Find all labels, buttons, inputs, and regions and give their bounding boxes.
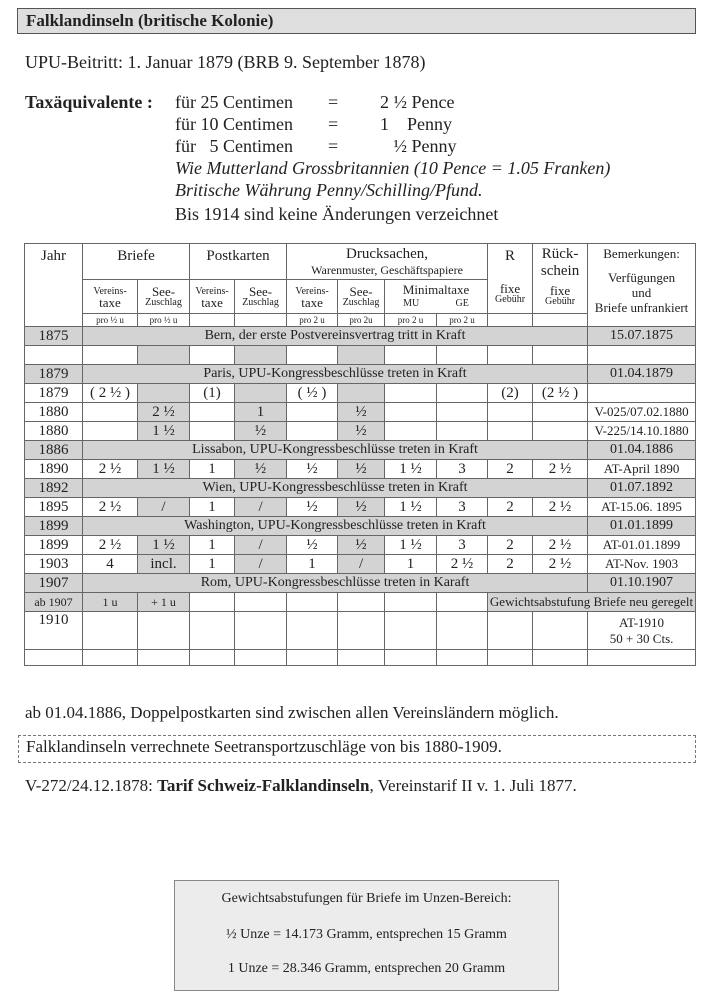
value-cell: 2 ½	[533, 536, 588, 555]
value-cell: /	[138, 498, 190, 517]
year-cell: 1880	[25, 422, 83, 441]
sub-label: Zuschlag	[342, 296, 380, 308]
page-header	[17, 8, 696, 34]
tax-note-1: Wie Mutterland Grossbritannien (10 Pence = 1.05 Franken)	[175, 158, 611, 178]
value-cell: ½	[338, 536, 385, 555]
value-cell: 1	[190, 536, 235, 555]
remark-cell: AT-01.01.1899	[588, 536, 696, 555]
value-cell: 1	[190, 555, 235, 574]
table-cell	[338, 346, 385, 365]
value-cell	[533, 422, 588, 441]
value-cell: 2 ½	[83, 536, 138, 555]
note-tarif	[25, 776, 577, 796]
year-cell: 1879	[25, 365, 83, 384]
value-cell: ½	[235, 460, 287, 479]
table-row	[25, 498, 696, 517]
table-cell	[385, 612, 437, 650]
rueck-fixe: fixe	[549, 283, 571, 298]
note-tarif-rest: , Vereinstarif II v. 1. Juli 1877.	[369, 776, 577, 795]
table-row	[25, 403, 696, 422]
sub-vereinstaxe	[83, 280, 138, 314]
table-cell	[437, 593, 488, 612]
table-row	[25, 574, 696, 593]
tax-row-left: für 5 Centimen	[175, 136, 293, 156]
value-cell: 1 ½	[138, 536, 190, 555]
value-cell: 2	[488, 536, 533, 555]
value-cell: 1	[190, 498, 235, 517]
table-cell	[488, 346, 533, 365]
remark-line: 50 + 30 Cts.	[609, 630, 674, 646]
weight-box	[174, 880, 559, 991]
tax-row-left: für 25 Centimen	[175, 92, 293, 112]
table-cell	[338, 650, 385, 666]
tax-row-right: 2 ½ Pence	[380, 92, 455, 112]
bem-1: Bemerkungen:	[603, 246, 680, 261]
remark-cell: AT-Nov. 1903	[588, 555, 696, 574]
unit-cell	[235, 314, 287, 327]
table-cell	[533, 612, 588, 650]
sub-label: See-	[349, 283, 373, 299]
value-cell: ½	[287, 536, 338, 555]
remark-cell: 01.04.1886	[588, 441, 696, 460]
table-row	[25, 460, 696, 479]
col-drucksachen	[287, 244, 488, 280]
sub-label: Zuschlag	[242, 296, 279, 308]
table-cell	[437, 650, 488, 666]
remark-cell: AT-April 1890	[588, 460, 696, 479]
year-cell	[25, 346, 83, 365]
year-cell: 1892	[25, 479, 83, 498]
sub-label: See-	[151, 283, 176, 299]
table-cell	[488, 612, 533, 650]
value-cell	[287, 403, 338, 422]
table-cell	[138, 650, 190, 666]
value-cell: + 1 u	[138, 593, 190, 612]
value-cell: ½	[338, 498, 385, 517]
table-cell	[83, 346, 138, 365]
sub-label: taxe	[99, 294, 121, 310]
drucksachen-title: Drucksachen,	[346, 246, 429, 262]
value-cell	[437, 384, 488, 403]
unit-cell: pro ½ u	[83, 314, 138, 327]
unit-cell	[488, 314, 533, 327]
value-cell	[488, 422, 533, 441]
tax-row-eq: =	[328, 92, 339, 112]
table-body	[25, 327, 696, 666]
remark-cell: 01.07.1892	[588, 479, 696, 498]
value-cell: (2 ½ )	[533, 384, 588, 403]
tariff-table	[24, 243, 696, 666]
value-cell	[287, 422, 338, 441]
tax-note-3: Bis 1914 sind keine Änderungen verzeichnet	[175, 204, 499, 224]
note-tarif-title: Tarif Schweiz-Falklandinseln	[157, 776, 370, 795]
bem-2: Verfügungen	[607, 270, 676, 285]
weight-box-title: Gewichtsabstufungen für Briefe im Unzen-Bereich:	[221, 891, 512, 906]
value-cell: ½	[338, 460, 385, 479]
value-cell: 2 ½	[138, 403, 190, 422]
year-cell	[25, 650, 83, 666]
value-cell: (2)	[488, 384, 533, 403]
col-r	[488, 244, 533, 314]
remark-cell: 15.07.1875	[588, 327, 696, 346]
sub-label: Vereins-	[195, 285, 229, 297]
value-cell	[235, 384, 287, 403]
table-cell	[287, 593, 338, 612]
value-cell: 2 ½	[533, 460, 588, 479]
sub-label: taxe	[201, 294, 223, 310]
remark-line: AT-1910	[619, 614, 665, 630]
table-header-row	[25, 244, 696, 280]
congress-cell: Paris, UPU-Kongressbeschlüsse treten in Kraft	[83, 365, 588, 384]
value-cell: /	[235, 555, 287, 574]
table-row	[25, 327, 696, 346]
value-cell	[437, 403, 488, 422]
sub-seezuschlag	[235, 280, 287, 314]
value-cell: 1	[235, 403, 287, 422]
table-cell	[385, 650, 437, 666]
value-cell: 2	[488, 555, 533, 574]
value-cell: ( 2 ½ )	[83, 384, 138, 403]
table-cell	[338, 593, 385, 612]
value-cell: 1 u	[83, 593, 138, 612]
value-cell: 1 ½	[385, 498, 437, 517]
sub-minimaltaxe	[385, 280, 488, 314]
col-rueckschein	[533, 244, 588, 314]
value-cell: /	[338, 555, 385, 574]
table-row	[25, 593, 696, 612]
remark-cell	[588, 650, 696, 666]
table-cell	[533, 650, 588, 666]
year-cell: 1910	[25, 612, 83, 650]
note-doppelpostkarten: ab 01.04.1886, Doppelpostkarten sind zwischen allen Vereinsländern möglich.	[25, 703, 559, 722]
value-cell: 4	[83, 555, 138, 574]
table-row	[25, 612, 696, 650]
weight-box-line-2: 1 Unze = 28.346 Gramm, entsprechen 20 Gramm	[227, 961, 506, 976]
r-title: R	[505, 248, 516, 264]
table-cell	[83, 612, 138, 650]
value-cell	[190, 403, 235, 422]
remark-cell: 01.04.1879	[588, 365, 696, 384]
tax-row-eq: =	[328, 114, 339, 134]
tax-note-2: Britische Währung Penny/Schilling/Pfund.	[175, 180, 483, 200]
remark-cell: 01.10.1907	[588, 574, 696, 593]
value-cell: 2	[488, 460, 533, 479]
value-cell: ½	[235, 422, 287, 441]
value-cell	[385, 384, 437, 403]
value-cell: 2 ½	[533, 498, 588, 517]
tax-row-left: für 10 Centimen	[175, 114, 293, 134]
table-cell	[533, 346, 588, 365]
table-cell	[235, 612, 287, 650]
table-cell	[83, 650, 138, 666]
tax-row-eq: =	[328, 136, 339, 156]
unit-cell	[533, 314, 588, 327]
sub-label: Vereins-	[295, 285, 329, 297]
col-bemerkungen	[588, 244, 696, 327]
year-cell: 1895	[25, 498, 83, 517]
value-cell: 2 ½	[533, 555, 588, 574]
page-title: Falklandinseln (britische Kolonie)	[26, 11, 274, 30]
rueck-gebuehr: Gebühr	[545, 296, 576, 307]
table-cell	[488, 650, 533, 666]
value-cell: 3	[437, 460, 488, 479]
congress-cell: Bern, der erste Postvereinsvertrag tritt in Kraft	[83, 327, 588, 346]
sub-label: taxe	[301, 294, 323, 310]
r-gebuehr: Gebühr	[495, 294, 526, 305]
value-cell: 3	[437, 536, 488, 555]
value-cell: 2	[488, 498, 533, 517]
upu-line: UPU-Beitritt: 1. Januar 1879 (BRB 9. September 1878)	[25, 52, 426, 72]
table-cell	[287, 612, 338, 650]
col-briefe: Briefe	[83, 244, 190, 280]
table-cell	[190, 612, 235, 650]
table-cell	[235, 650, 287, 666]
r-fixe: fixe	[499, 281, 521, 296]
table-cell	[437, 346, 488, 365]
value-cell: 1 ½	[138, 460, 190, 479]
table-row	[25, 479, 696, 498]
remark-cell: V-025/07.02.1880	[588, 403, 696, 422]
value-cell: ( ½ )	[287, 384, 338, 403]
value-cell: ½	[287, 498, 338, 517]
value-cell: 1 ½	[385, 460, 437, 479]
unit-cell: pro 2 u	[437, 314, 488, 327]
year-cell: 1903	[25, 555, 83, 574]
table-cell	[287, 346, 338, 365]
value-cell	[138, 384, 190, 403]
table-cell	[190, 650, 235, 666]
value-cell: 2 ½	[83, 460, 138, 479]
table-cell	[190, 593, 235, 612]
year-cell: 1907	[25, 574, 83, 593]
tax-label: Taxäquivalente :	[25, 92, 153, 112]
year-cell: 1899	[25, 517, 83, 536]
congress-cell: Lissabon, UPU-Kongressbeschlüsse treten in Kraft	[83, 441, 588, 460]
remark-cell: 01.01.1899	[588, 517, 696, 536]
value-cell: /	[235, 498, 287, 517]
value-cell: 1	[385, 555, 437, 574]
table-row	[25, 650, 696, 666]
remark-cell	[588, 384, 696, 403]
col-jahr: Jahr	[25, 244, 83, 327]
sub-label: Vereins-	[93, 285, 127, 297]
unit-cell	[190, 314, 235, 327]
remark-cell	[588, 612, 696, 650]
value-cell	[190, 422, 235, 441]
table-row	[25, 536, 696, 555]
remark-cell: V-225/14.10.1880	[588, 422, 696, 441]
table-cell	[138, 346, 190, 365]
bem-3: und	[631, 285, 652, 300]
remark-cell	[588, 346, 696, 365]
year-cell: 1890	[25, 460, 83, 479]
year-cell: 1886	[25, 441, 83, 460]
value-cell	[488, 403, 533, 422]
table-row	[25, 517, 696, 536]
congress-cell: Wien, UPU-Kongressbeschlüsse treten in Kraft	[83, 479, 588, 498]
minimaltaxe-title: Minimaltaxe	[402, 282, 470, 297]
value-cell	[83, 422, 138, 441]
value-cell: 1	[190, 460, 235, 479]
value-cell: ½	[338, 422, 385, 441]
note-seetransport-text: Falklandinseln verrechnete Seetransportzuschläge von bis 1880-1909.	[26, 737, 502, 756]
sub-label: Zuschlag	[145, 296, 182, 308]
value-cell	[533, 403, 588, 422]
tax-row-right: 1 Penny	[380, 114, 452, 134]
sub-label: See-	[248, 283, 273, 299]
table-row	[25, 384, 696, 403]
table-row	[25, 365, 696, 384]
table-cell	[385, 593, 437, 612]
remark-cell: AT-15.06. 1895	[588, 498, 696, 517]
weight-box-line-1: ½ Unze = 14.173 Gramm, entsprechen 15 Gramm	[226, 927, 507, 942]
sub-seezuschlag	[338, 280, 385, 314]
col-postkarten: Postkarten	[190, 244, 287, 280]
table-row	[25, 346, 696, 365]
congress-cell: Rom, UPU-Kongressbeschlüsse treten in Karaft	[83, 574, 588, 593]
year-cell: ab 1907	[25, 593, 83, 612]
value-cell: 1 ½	[138, 422, 190, 441]
gewicht-cell: Gewichtsabstufung Briefe neu geregelt	[488, 593, 696, 612]
value-cell	[83, 403, 138, 422]
year-cell: 1880	[25, 403, 83, 422]
value-cell: incl.	[138, 555, 190, 574]
table-cell	[190, 346, 235, 365]
rueck-2: schein	[540, 263, 580, 279]
value-cell: ½	[287, 460, 338, 479]
table-row	[25, 422, 696, 441]
value-cell	[385, 403, 437, 422]
sub-vereinstaxe	[287, 280, 338, 314]
note-tarif-ref: V-272/24.12.1878:	[25, 776, 158, 795]
sub-seezuschlag	[138, 280, 190, 314]
value-cell: ½	[338, 403, 385, 422]
tax-row-right: ½ Penny	[380, 136, 457, 156]
table-row	[25, 441, 696, 460]
ge-label: GE	[455, 298, 469, 309]
unit-cell: pro ½ u	[138, 314, 190, 327]
bem-4: Briefe unfrankiert	[594, 300, 689, 315]
mu-label: MU	[403, 298, 420, 309]
year-cell: 1899	[25, 536, 83, 555]
value-cell: 3	[437, 498, 488, 517]
unit-cell: pro 2u	[338, 314, 385, 327]
table-cell	[338, 612, 385, 650]
drucksachen-sub: Warenmuster, Geschäftspapiere	[311, 263, 463, 277]
table-cell	[235, 346, 287, 365]
value-cell: 2 ½	[83, 498, 138, 517]
congress-cell: Washington, UPU-Kongressbeschlüsse treten in Kraft	[83, 517, 588, 536]
table-cell	[287, 650, 338, 666]
value-cell	[437, 422, 488, 441]
table-cell	[138, 612, 190, 650]
table-cell	[235, 593, 287, 612]
table-cell	[385, 346, 437, 365]
unit-cell: pro 2 u	[287, 314, 338, 327]
value-cell: 1 ½	[385, 536, 437, 555]
table-row	[25, 555, 696, 574]
unit-cell: pro 2 u	[385, 314, 437, 327]
sub-vereinstaxe	[190, 280, 235, 314]
rueck-1: Rück-	[541, 246, 579, 262]
value-cell: 2 ½	[437, 555, 488, 574]
table-cell	[437, 612, 488, 650]
value-cell	[338, 384, 385, 403]
value-cell: (1)	[190, 384, 235, 403]
value-cell: 1	[287, 555, 338, 574]
value-cell	[385, 422, 437, 441]
value-cell: /	[235, 536, 287, 555]
year-cell: 1875	[25, 327, 83, 346]
year-cell: 1879	[25, 384, 83, 403]
note-seetransport	[18, 735, 696, 763]
